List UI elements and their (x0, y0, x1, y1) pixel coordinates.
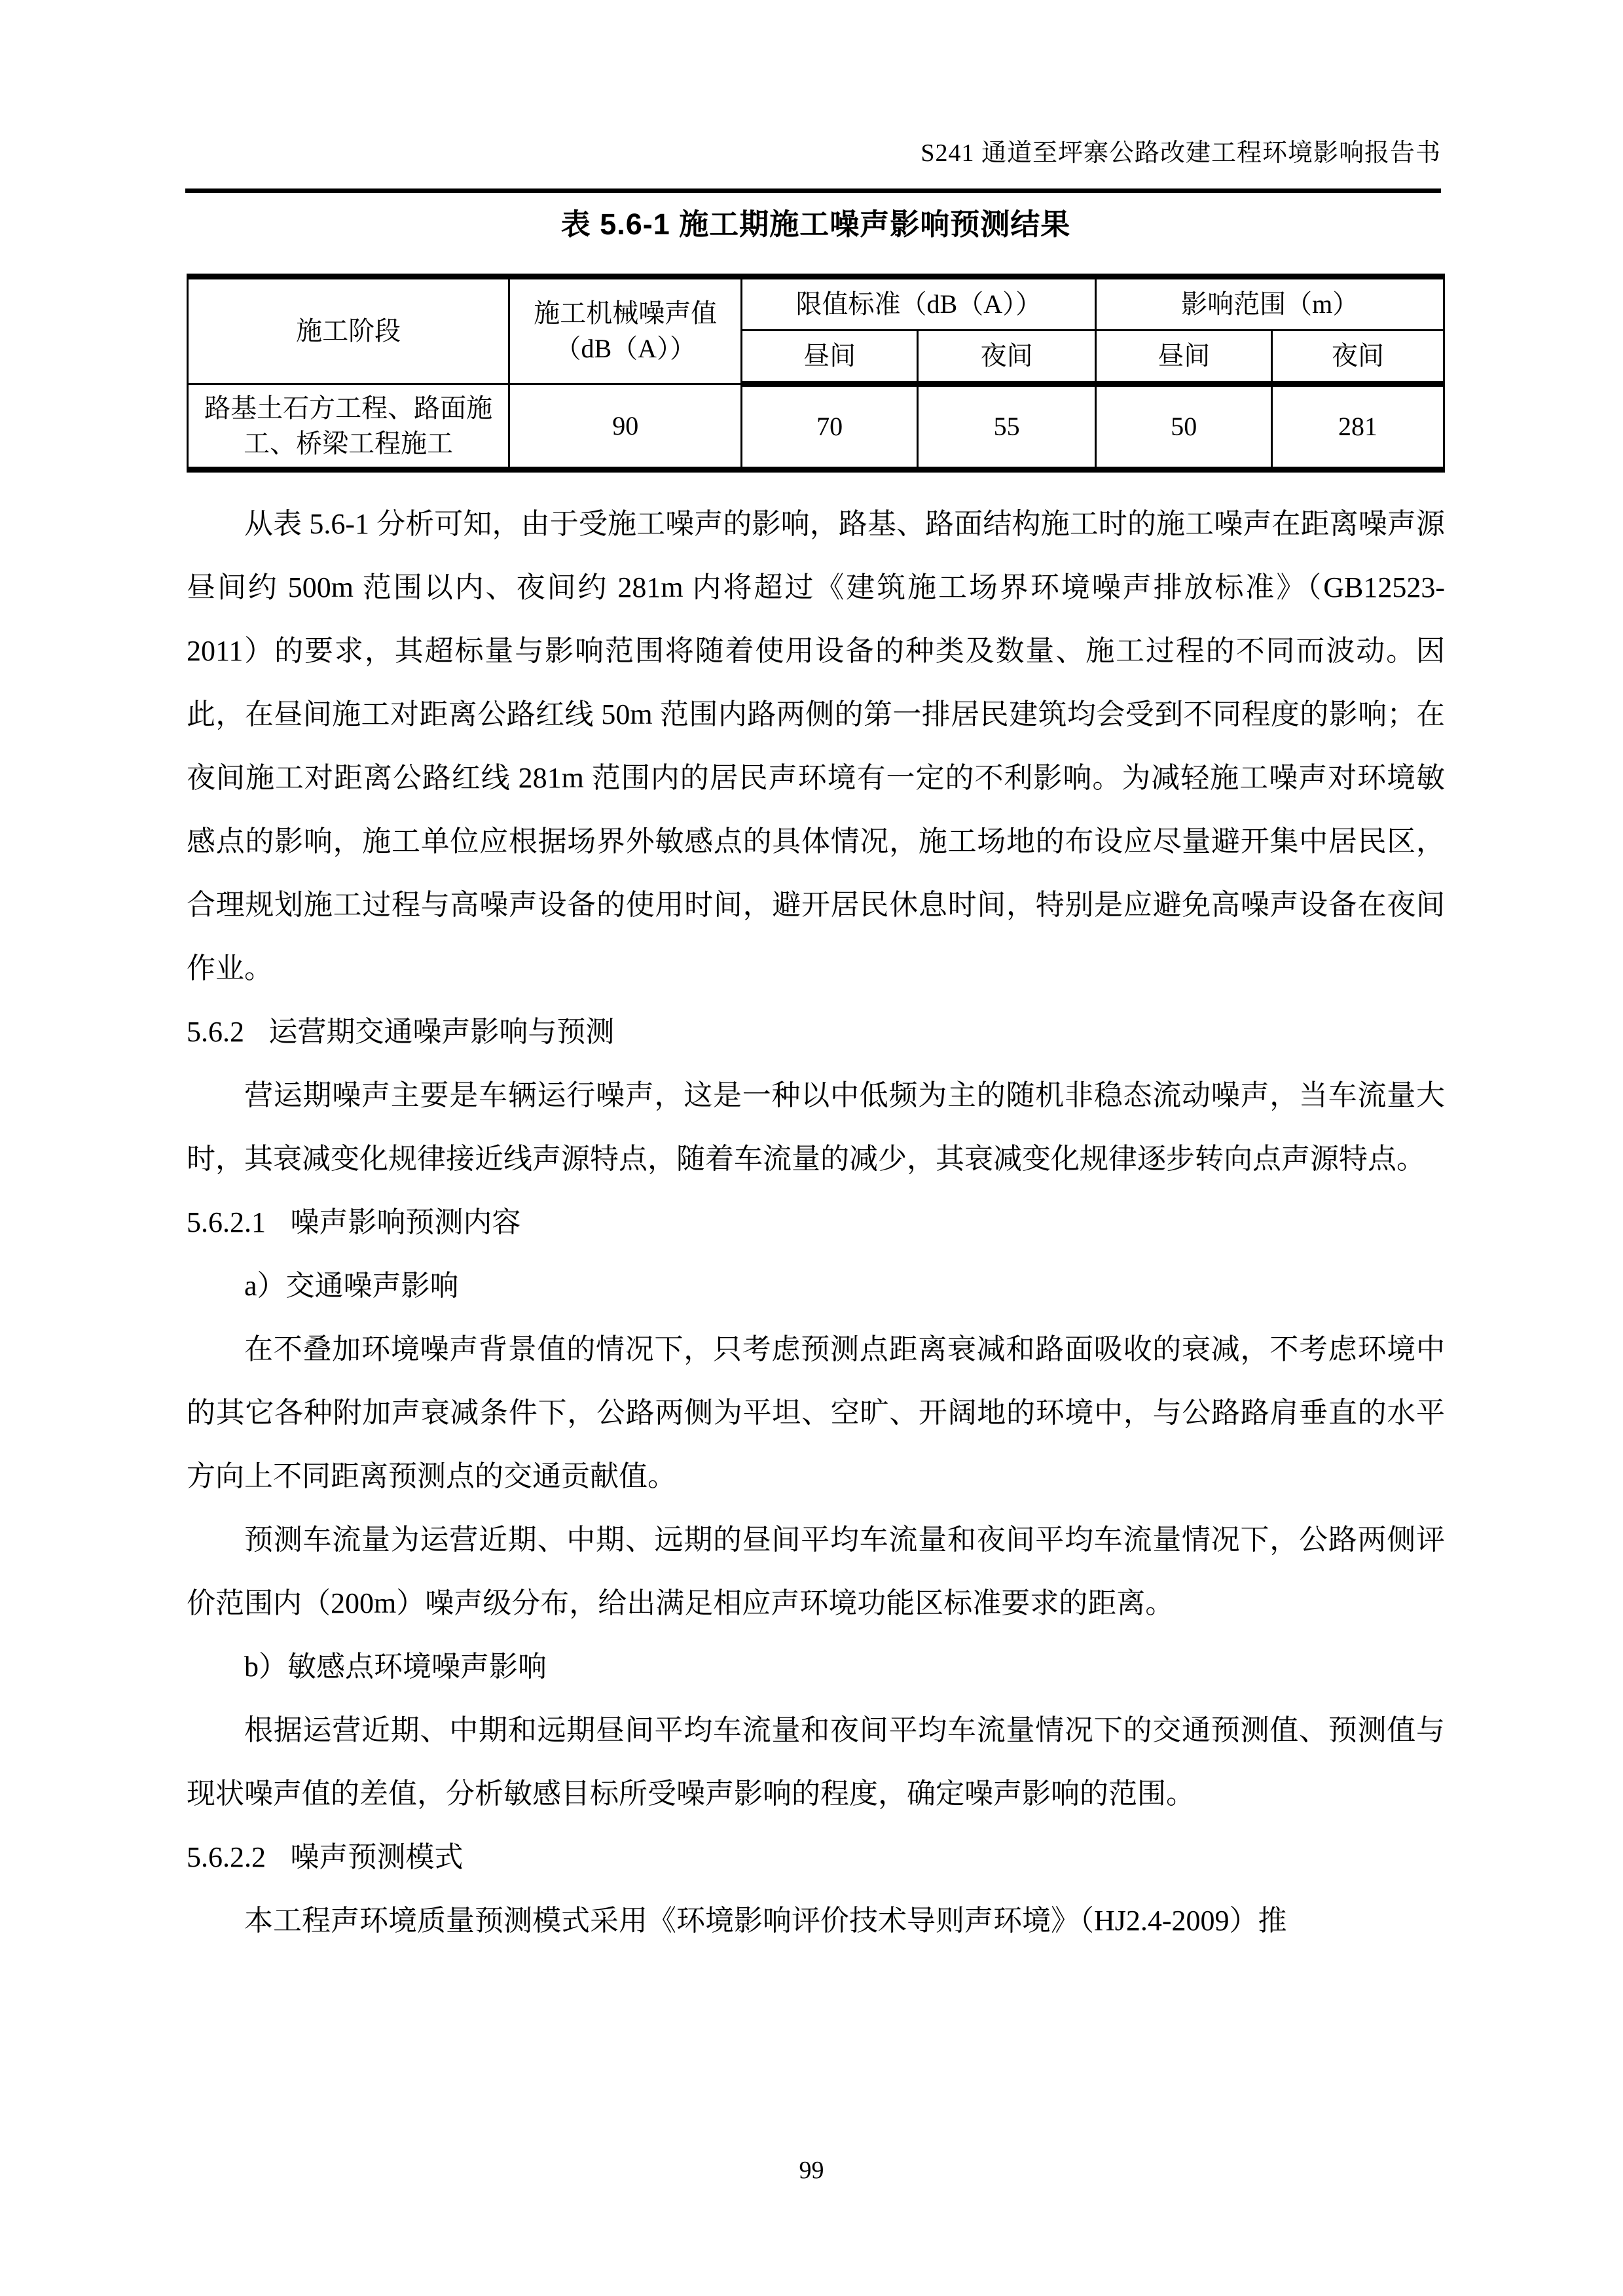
machine-noise-label-line1: 施工机械噪声值 (534, 298, 718, 328)
header-title: S241 通道至坪寨公路改建工程环境影响报告书 (921, 139, 1441, 167)
header-cell-machine-noise (509, 277, 742, 384)
table-header-row-1 (188, 277, 1444, 331)
paragraph-operation-noise-character: 营运期噪声主要是车辆运行噪声，这是一种以中低频为主的随机非稳态流动噪声，当车流量大时，其衰减变化规律接近线声源特点，随着车流量的减少，其衰减变化规律逐步转向点声源特点。 (187, 1079, 1445, 1175)
table-data-row (188, 384, 1444, 470)
heading-5-6-2-1 (187, 1191, 1445, 1254)
item-b-sensitive-point-noise: b）敏感点环境噪声影响 (244, 1651, 547, 1683)
table-caption: 表 5.6-1 施工期施工噪声影响预测结果 (560, 207, 1071, 241)
heading-5-6-2-2-number: 5.6.2.2 (187, 1841, 266, 1873)
header-cell-impact-range: 影响范围（m） (1096, 277, 1444, 331)
header-cell-range-night: 夜间 (1272, 331, 1444, 384)
paragraph-prediction-model: 本工程声环境质量预测模式采用《环境影响评价技术导则声环境》（HJ2.4-2009）推 (244, 1905, 1287, 1937)
cell-limit-day: 70 (742, 384, 918, 470)
heading-5-6-2-title: 运营期交通噪声影响与预测 (268, 1016, 615, 1048)
body-text (187, 492, 1445, 1952)
paragraph-traffic-volume-prediction: 预测车流量为运营近期、中期、远期的昼间平均车流量和夜间平均车流量情况下，公路两侧评价范围内（200m）噪声级分布，给出满足相应声环境功能区标准要求的距离。 (187, 1524, 1445, 1619)
page-number: 99 (799, 2157, 824, 2184)
heading-5-6-2-2-title: 噪声预测模式 (290, 1841, 464, 1873)
cell-range-day: 50 (1096, 384, 1272, 470)
header-cell-stage: 施工阶段 (188, 277, 509, 384)
page-header (187, 135, 1441, 171)
header-divider (185, 188, 1441, 193)
machine-noise-label-line2: （dB（A）） (555, 334, 697, 363)
paragraph-prediction-conditions: 在不叠加环境噪声背景值的情况下，只考虑预测点距离衰减和路面吸收的衰减，不考虑环境中的其它各种附加声衰减条件下，公路两侧为平坦、空旷、开阔地的环境中，与公路路肩垂直的水平方向上不同距离预测点的交通贡献值。 (187, 1333, 1445, 1492)
header-cell-limit-standard: 限值标准（dB（A）） (742, 277, 1096, 331)
cell-stage: 路基土石方工程、路面施工、桥梁工程施工 (188, 384, 509, 470)
header-cell-range-day: 昼间 (1096, 331, 1272, 384)
paragraph-sensitive-target-analysis: 根据运营近期、中期和远期昼间平均车流量和夜间平均车流量情况下的交通预测值、预测值与现状噪声值的差值，分析敏感目标所受噪声影响的程度，确定噪声影响的范围。 (187, 1714, 1445, 1810)
heading-5-6-2-1-number: 5.6.2.1 (187, 1206, 266, 1238)
cell-machine-noise: 90 (509, 384, 742, 470)
heading-5-6-2-number: 5.6.2 (187, 1016, 244, 1048)
header-cell-limit-night: 夜间 (917, 331, 1095, 384)
cell-limit-night: 55 (917, 384, 1095, 470)
heading-5-6-2 (187, 1000, 1445, 1064)
heading-5-6-2-1-title: 噪声影响预测内容 (290, 1206, 521, 1238)
paragraph-construction-noise-analysis: 从表 5.6-1 分析可知，由于受施工噪声的影响，路基、路面结构施工时的施工噪声在距离噪声源昼间约 500m 范围以内、夜间约 281m 内将超过《建筑施工场界环境噪声排放标准》（GB12523-2011）的要求，其超标量与影响范围将随着使用设备的种类及数量、施工过程的不同而波动。因此，在昼间施工对距离公路红线 50m 范围内路两侧的第一排居民建筑均会受到不同程度的影响；在夜间施工对距离公路红线 281m 范围内的居民声环境有一定的不利影响。为减轻施工噪声对环境敏感点的影响，施工单位应根据场界外敏感点的具体情况，施工场地的布设应尽量避开集中居民区，合理规划施工过程与高噪声设备的使用时间，避开居民休息时间，特别是应避免高噪声设备在夜间作业。 (187, 508, 1445, 984)
item-a-traffic-noise-impact: a）交通噪声影响 (244, 1270, 459, 1302)
heading-5-6-2-2 (187, 1825, 1445, 1889)
noise-prediction-table (187, 274, 1445, 473)
header-cell-limit-day: 昼间 (742, 331, 918, 384)
page-content (187, 202, 1445, 1952)
cell-range-night: 281 (1272, 384, 1444, 470)
